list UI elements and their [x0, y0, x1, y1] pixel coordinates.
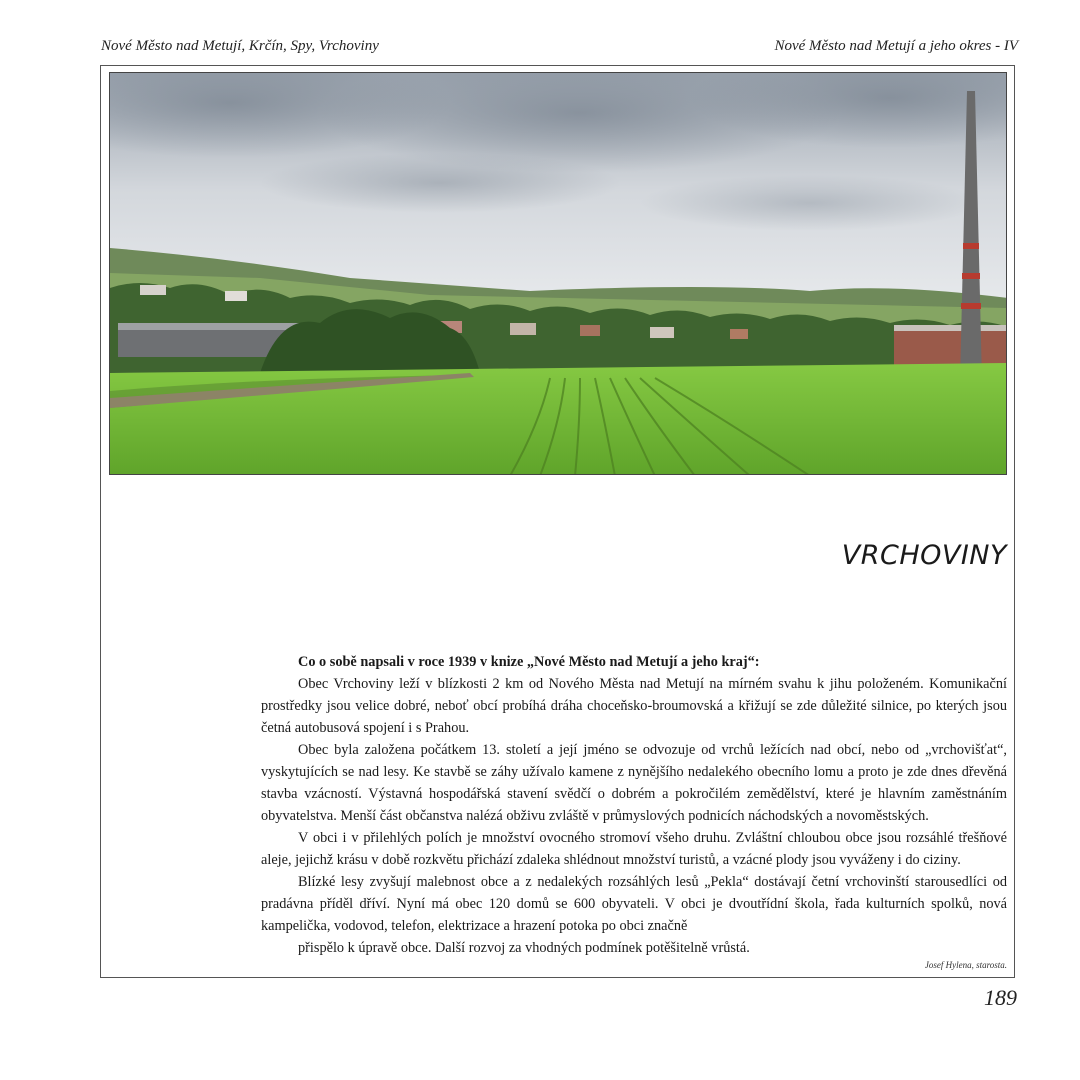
running-header-right: Nové Město nad Metují a jeho okres - IV	[774, 38, 1018, 54]
page-number: 189	[984, 985, 1017, 1010]
article-signature: Josef Hylena, starosta.	[924, 960, 1007, 970]
article-paragraph: Blízké lesy zvyšují malebnost obce a z nedalekých rozsáhlých lesů „Pekla“ dostávají četní vrchovinští starousedlíci od pradávna příděl dříví. Nyní má obec 120 domů se 600 obyvateli. V obci je dvoutřídní škola, řada kulturních spolků, nová kampelička, vodovod, telefon, elektrizace a hrazení potoka po obci značně	[261, 874, 1007, 934]
article-lead: Co o sobě napsali v roce 1939 v knize „Nové Město nad Metují a jeho kraj“:	[298, 654, 760, 670]
article-paragraph: Obec Vrchoviny leží v blízkosti 2 km od Nového Města nad Metují na mírném svahu k jihu položeném. Komunikační prostředky jsou velice dobré, neboť obcí probíhá dráha choceňsko-broumovská a křižují se zde důležité silnice, po kterých jsou četná autobusová spojení i s Prahou.	[261, 676, 1007, 736]
article-body	[261, 651, 1007, 959]
article-paragraph: V obci i v přilehlých polích je množství ovocného stromoví všeho druhu. Zvláštní chloubou obce jsou rozsáhlé třešňové aleje, jejichž krásu v době rozkvětu přichází zdaleka shlédnout množství turistů, a vzácné plody jsou vyváženy i do ciziny.	[261, 830, 1007, 868]
running-header-left: Nové Město nad Metují, Krčín, Spy, Vrchoviny	[101, 38, 379, 54]
article-closing: přispělo k úpravě obce. Další rozvoj za vhodných podmínek potěšitelně vrůstá.	[298, 940, 750, 956]
article-paragraph: Obec byla založena počátkem 13. století a její jméno se odvozuje od vrchů ležících nad obcí, nebo od „vrchovišťat“, vyskytujících se nad lesy. Ke stavbě se záhy užívalo kamene z nynějšího nedalekého obecního lomu a proto je zde dnes dřevěná stavba vzácností. Výstavná hospodářská stavení svědčí o dobrém a pokročilém zemědělství, které je hlavním zaměstnáním obyvatelstva. Menší část občanstva nalézá obživu zvláště v průmyslových podnicích náchodských a novoměstských.	[261, 742, 1007, 824]
landscape-photo	[109, 72, 1007, 475]
section-title: VRCHOVINY	[841, 540, 1007, 571]
